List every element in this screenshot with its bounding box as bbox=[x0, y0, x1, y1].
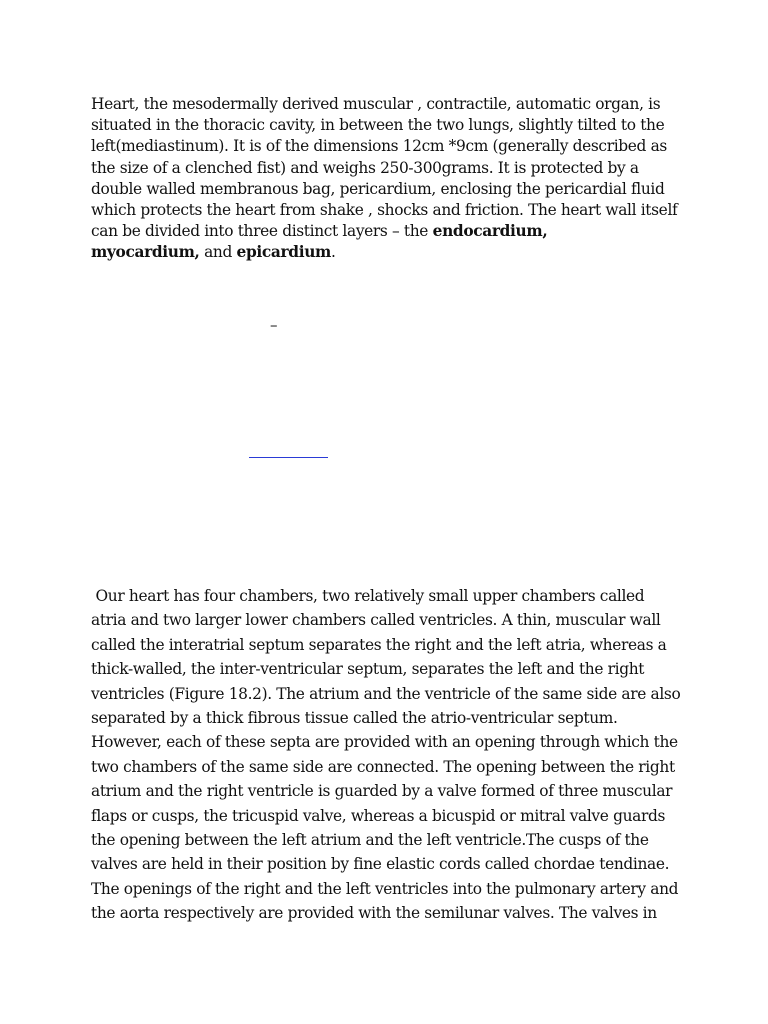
text-line: However, each of these septa are provided with an opening through which the bbox=[91, 733, 678, 752]
text-line: ventricles (Figure 18.2). The atrium and the ventricle of the same side are also bbox=[91, 684, 681, 703]
text-line bbox=[91, 221, 691, 242]
text-line: called the interatrial septum separates the right and the left atria, whereas a bbox=[91, 635, 667, 654]
text-run: . bbox=[330, 243, 336, 262]
stray-dash: – bbox=[270, 316, 278, 334]
heart-chambers-paragraph bbox=[91, 584, 691, 926]
text-line: atria and two larger lower chambers called ventricles. A thin, muscular wall bbox=[91, 611, 661, 630]
text-line: situated in the thoracic cavity, in between the two lungs, slightly tilted to the bbox=[91, 116, 665, 135]
text-line bbox=[91, 242, 691, 263]
text-line: Our heart has four chambers, two relatively small upper chambers called bbox=[91, 587, 645, 605]
bold-term-epicardium: epicardium bbox=[236, 243, 331, 262]
text-line: flaps or cusps, the tricuspid valve, whereas a bicuspid or mitral valve guards bbox=[91, 806, 666, 825]
text-line: separated by a thick fibrous tissue called the atrio-ventricular septum. bbox=[91, 709, 618, 728]
text-run: and bbox=[199, 243, 237, 262]
text-line: the size of a clenched fist) and weighs 250-300grams. It is protected by a bbox=[91, 158, 639, 177]
text-line: which protects the heart from shake , shocks and friction. The heart wall itself bbox=[91, 201, 678, 220]
text-line: The openings of the right and the left ventricles into the pulmonary artery and bbox=[91, 879, 679, 898]
text-line: valves are held in their position by fine elastic cords called chordae tendinae. bbox=[91, 855, 670, 874]
empty-hyperlink[interactable] bbox=[249, 457, 328, 458]
text-line: left(mediastinum). It is of the dimensions 12cm *9cm (generally described as bbox=[91, 137, 667, 156]
text-line: the aorta respectively are provided with the semilunar valves. The valves in bbox=[91, 904, 657, 923]
text-line: two chambers of the same side are connected. The opening between the right bbox=[91, 757, 675, 776]
bold-term-endocardium: endocardium, bbox=[432, 222, 548, 241]
text-line: double walled membranous bag, pericardium, enclosing the pericardial fluid bbox=[91, 179, 665, 198]
heart-intro-paragraph bbox=[91, 94, 691, 264]
text-line: thick-walled, the inter-ventricular septum, separates the left and the right bbox=[91, 660, 645, 679]
text-run: can be divided into three distinct layers – the bbox=[91, 222, 433, 241]
bold-term-myocardium: myocardium, bbox=[91, 243, 200, 262]
text-line: Heart, the mesodermally derived muscular , contractile, automatic organ, is bbox=[91, 95, 661, 113]
text-line: the opening between the left atrium and the left ventricle.The cusps of the bbox=[91, 831, 649, 850]
text-line: atrium and the right ventricle is guarded by a valve formed of three muscular bbox=[91, 782, 673, 801]
